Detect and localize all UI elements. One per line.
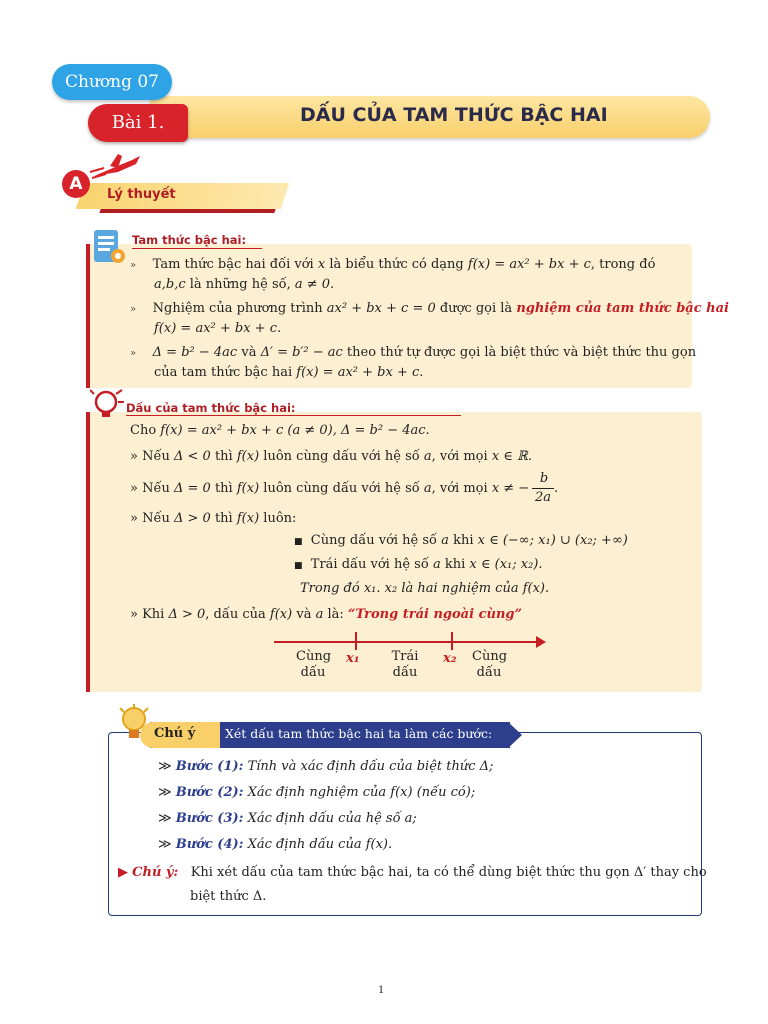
sign-number-line	[270, 630, 550, 650]
sign-rule-heading: Dấu của tam thức bậc hai:	[126, 401, 296, 415]
reduced-discriminant-note-line-2: biệt thức Δ.	[190, 889, 267, 904]
note-tab-label: Chú ý	[154, 726, 196, 741]
axis-left-top: Cùng	[296, 649, 332, 664]
definition-heading-rule	[132, 248, 262, 249]
axis-mid-bottom: dấu	[392, 665, 418, 680]
banner-arrow-tip	[508, 722, 522, 748]
lesson-badge: Bài 1.	[88, 104, 188, 142]
section-a-marker: A	[62, 170, 90, 198]
roots-note: Trong đó x₁. x₂ là hai nghiệm của f(x).	[300, 581, 550, 596]
definition-box-accent	[86, 244, 90, 388]
fraction-denominator: 2a	[534, 490, 552, 505]
step-2: ≫ Bước (2): Xác định nghiệm của f(x) (nếu có);	[158, 785, 476, 800]
axis-x2: x₂	[443, 651, 457, 666]
definition-item-3-line-1: » Δ = b² − 4ac và Δ′ = b′² − ac theo thứ tự được gọi là biệt thức và biệt thức thu gọn	[130, 345, 697, 360]
section-a-label: Lý thuyết	[107, 187, 176, 202]
case-positive-opposite-sign: ■ Trái dấu với hệ số a khi x ∈ (x₁; x₂).	[294, 557, 543, 572]
definition-heading: Tam thức bậc hai:	[132, 233, 247, 247]
bullet: »	[130, 260, 137, 271]
case-positive: » Nếu Δ > 0 thì f(x) luôn:	[130, 511, 297, 526]
clipboard-target-icon	[92, 226, 128, 268]
sign-rule-box-accent	[86, 412, 90, 692]
bulb-icon	[118, 704, 150, 744]
given-line: Cho f(x) = ax² + bx + c (a ≠ 0), Δ = b² − 4ac.	[130, 423, 430, 438]
definition-item-2-line-1: » Nghiệm của phương trình ax² + bx + c = 0 được gọi là nghiệm của tam thức bậc hai	[130, 301, 729, 316]
definition-item-1-line-2: a,b,c là những hệ số, a ≠ 0.	[154, 277, 335, 292]
sign-rule-heading-rule	[126, 415, 461, 416]
mnemonic-line: » Khi Δ > 0, dấu của f(x) và a là: “Trong trái ngoài cùng”	[130, 607, 522, 622]
step-4: ≫ Bước (4): Xác định dấu của f(x).	[158, 837, 393, 852]
definition-item-2-line-2: f(x) = ax² + bx + c.	[154, 321, 282, 336]
step-3: ≫ Bước (3): Xác định dấu của hệ số a;	[158, 811, 417, 826]
definition-item-3-line-2: của tam thức bậc hai f(x) = ax² + bx + c.	[154, 365, 424, 380]
axis-left-bottom: dấu	[300, 665, 326, 680]
step-1: ≫ Bước (1): Tính và xác định dấu của biệt thức Δ;	[158, 759, 494, 774]
page-number: 1	[378, 982, 384, 996]
section-a-underline	[99, 209, 275, 213]
axis-right-top: Cùng	[472, 649, 508, 664]
reduced-discriminant-note: ▶ Chú ý: Khi xét dấu của tam thức bậc hai, ta có thể dùng biệt thức thu gọn Δ′ thay cho	[118, 865, 707, 880]
lightbulb-icon	[90, 388, 126, 422]
fraction-numerator: b	[539, 471, 549, 486]
axis-right-bottom: dấu	[476, 665, 502, 680]
axis-mid-top: Trái	[391, 649, 419, 664]
lesson-title: DẤU CỦA TAM THỨC BẬC HAI	[300, 104, 608, 126]
chapter-badge: Chương 07	[52, 64, 172, 100]
case-positive-same-sign: ■ Cùng dấu với hệ số a khi x ∈ (−∞; x₁) ∪ (x₂; +∞)	[294, 533, 628, 548]
case-zero: » Nếu Δ = 0 thì f(x) luôn cùng dấu với hệ số a, với mọi x ≠ −	[130, 481, 530, 496]
definition-item-1-line-1: » Tam thức bậc hai đối với x là biểu thức có dạng f(x) = ax² + bx + c, trong đó	[130, 257, 656, 272]
note-banner-label: Xét dấu tam thức bậc hai ta làm các bước:	[225, 726, 493, 741]
axis-x1: x₁	[346, 651, 360, 666]
fraction-period: .	[554, 481, 559, 496]
airplane-icon	[88, 152, 144, 182]
case-negative: » Nếu Δ < 0 thì f(x) luôn cùng dấu với hệ số a, với mọi x ∈ ℝ.	[130, 449, 532, 464]
